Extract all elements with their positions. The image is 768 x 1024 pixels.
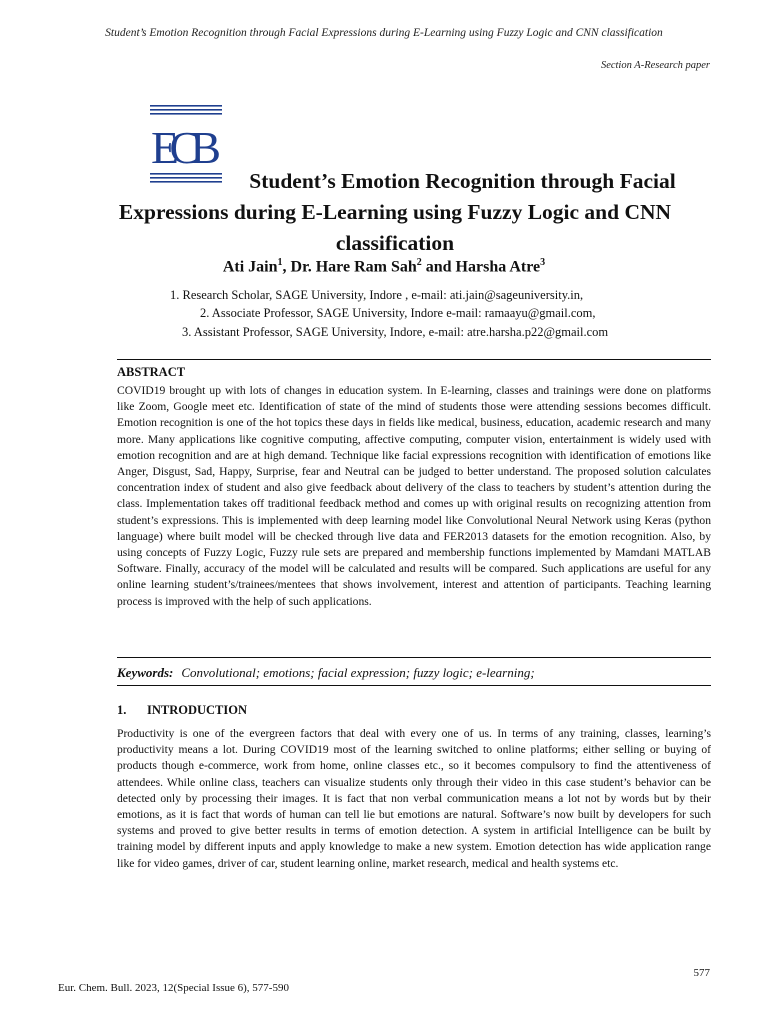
keywords-label: Keywords: [117,665,174,680]
author-name: Ati Jain [222,258,278,276]
affiliation-2: 2. Associate Professor, SAGE University, Indore e-mail: ramaayu@gmail.com, [200,306,596,320]
divider [117,657,711,658]
section-heading [117,703,247,718]
author-name: Harsha Atre [455,258,541,276]
title-line-2: Expressions during E-Learning using Fuzzy Logic and CNN [118,200,672,224]
keywords [117,665,711,681]
running-header: Student’s Emotion Recognition through Facial Expressions during E-Learning using Fuzzy Logic and CNN classification [105,27,663,39]
paper-title [100,166,690,259]
abstract-heading: ABSTRACT [117,365,186,379]
author-sup: 1 [277,257,283,268]
keywords-list: Convolutional; emotions; facial expression; fuzzy logic; e-learning; [181,665,535,680]
abstract-body: COVID19 brought up with lots of changes in education system. In E-learning, classes and trainings were done on platforms like Zoom, Google meet etc. Identification of state of the mind of students those were attending sessions becomes difficult. Emotion recognition is one of the hot topics these days in fields like medical, business, education, academic research and many more. Many applications like cognitive computing, affective computing, computer vision, entertainment is widely used with emotion recognition and are at high demand. Technique like facial expressions recognition with identification of emotions like Anger, Disgust, Sad, Happy, Surprise, fear and Neutral can be judged to better understand. The proposed solution calculates concentration index of student and also give feedback about delivery of the class to teachers by student’s attention during the class. Implementation takes off traditional feedback method and comes up with original results on recognizing attention from student’s expressions. This is implemented with deep learning model like Convolutional Neural Network using Keras (python language) where built model will be checked through live data and FER2013 datasets for the emotion recognition. Also, by using concepts of Fuzzy Logic, Fuzzy rule sets are prepared and membership functions implemented by Mamdani MATLAB Software. Finally, accuracy of the model will be calculated and results will be compared. Such applications are useful for any online learning student’s/trainees/mentees that shows involvement, interest and attention of participants. Teaching learning process is improved with the help of such applications. [117,384,711,608]
author-name: Dr. Hare Ram Sah [290,258,417,276]
affiliation-3: 3. Assistant Professor, SAGE University, Indore, e-mail: atre.harsha.p22@gmail.com [182,325,609,339]
author-sup: 2 [416,257,422,268]
section-title: INTRODUCTION [147,703,248,717]
title-line-1: Student’s Emotion Recognition through Facial [249,169,676,193]
journal-citation: Eur. Chem. Bull. 2023, 12(Special Issue 6), 577-590 [58,982,289,994]
introduction-body: Productivity is one of the evergreen factors that deal with every one of us. In terms of any training, classes, learning’s productivity means a lot. During COVID19 most of the learning switched to online platforms; either selling or buying of products though e-commerce, work from home, online classes etc., so it becomes compulsory to find the attentiveness of attendees. While online class, teachers can visualize students only through their video in this case student’s behavior can be detected only by processing their images. It is fact that non verbal communication means a lot not by words but by their emotions, as it is fact that words of human can tell lie but emotions are natural. Software’s now built by developers for such systems and proved to give better results in terms of emotion detection. A system in artificial Intelligence can be built by training model by different inputs and apply knowledge to make a new system. Emotion detection has wide application range like for video games, driver of car, student learning online, market research, medical and health systems etc. [117,727,711,870]
affiliation-1: 1. Research Scholar, SAGE University, Indore , e-mail: ati.jain@sageuniversity.in, [170,288,584,302]
divider [117,685,711,686]
title-line-3: classification [335,231,455,255]
author-sup: 3 [540,257,546,268]
author-list: Ati Jain$^1$, Dr. Hare Ram Sah$^2$ and Harsha Atre$^3$ [222,257,546,276]
section-label: Section A-Research paper [600,60,710,71]
logo-letters: ECB [151,122,221,173]
divider [117,359,711,360]
section-number: 1. [117,703,127,717]
page-number: 577 [693,967,710,979]
